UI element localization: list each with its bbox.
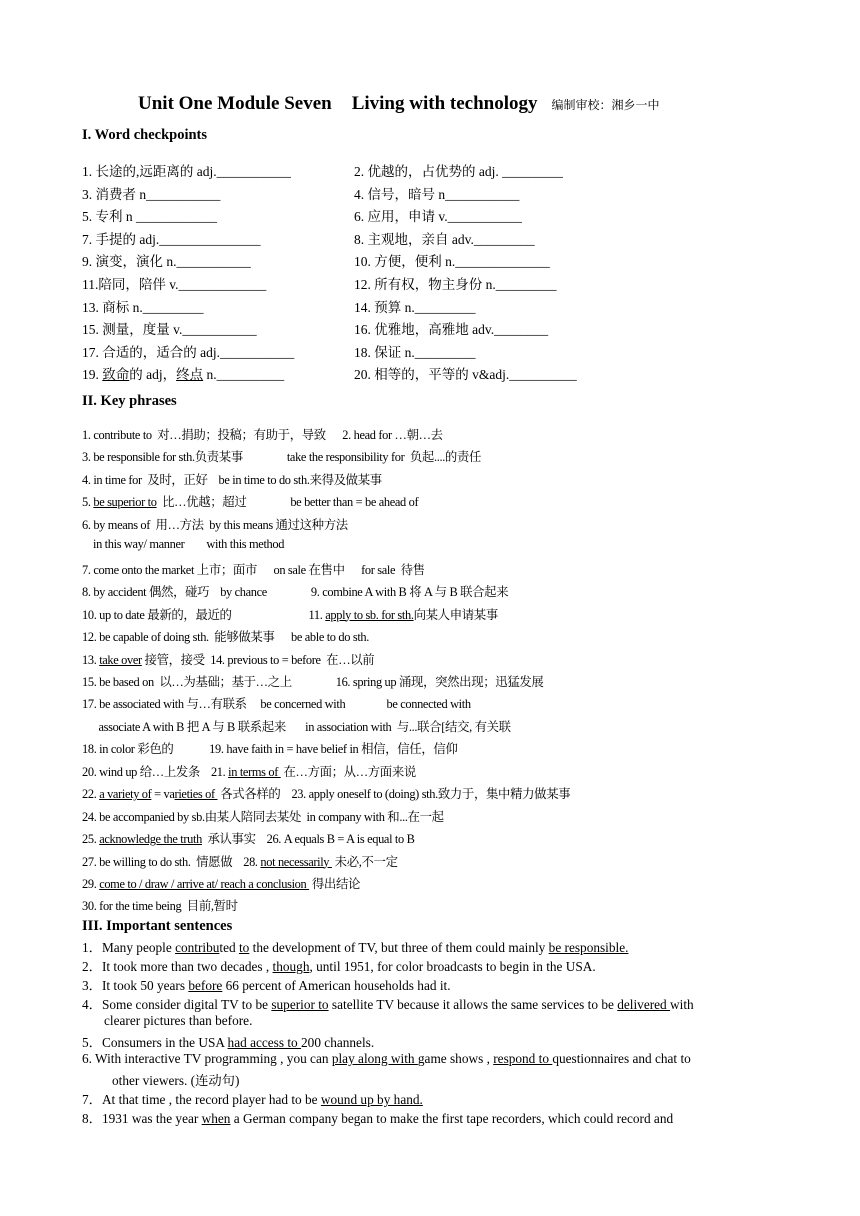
key-phrase-segment: 5. <box>82 495 94 510</box>
key-phrase-segment: a variety of <box>99 787 152 802</box>
key-phrase-segment: acknowledge the truth <box>99 832 202 847</box>
key-phrase-segment: 承认事实 26. A equals B = A is equal to B <box>201 832 415 847</box>
sentence-segment: 2．It took more than two decades , <box>82 959 273 974</box>
key-phrase-line <box>82 874 360 892</box>
sentence-segment: a German company began to make the first tape recorders, which could record and <box>230 1111 674 1126</box>
key-phrase-segment: 18. in color 彩色的 19. have faith in = have belief in 相信，信任，信仰 <box>82 742 458 757</box>
key-phrase-segment: 7. come onto the market 上市；面市 on sale 在售中 for sale 待售 <box>82 562 425 577</box>
key-phrase-segment: 向某人申请某事 <box>413 607 498 622</box>
key-phrase-line <box>82 492 418 510</box>
sentence-segment: 8．1931 was the year <box>82 1111 202 1126</box>
section-heading-word-checkpoints: I. Word checkpoints <box>82 127 208 143</box>
key-phrase-segment: 15. be based on 以…为基础；基于…之上 16. spring up 涌现，突然出现；迅猛发展 <box>82 674 544 689</box>
key-phrase-segment: 4. in time for 及时，正好 be in time to do sth.来得及做某事 <box>82 472 382 487</box>
word-checkpoint-item: 15. 测量，度量 v.___________ <box>82 322 257 338</box>
key-phrase-line <box>82 694 471 712</box>
key-phrase-segment: 各式各样的 23. apply oneself to (doing) sth.致力于，集中精力做某事 <box>217 787 571 802</box>
key-phrase-line <box>82 829 415 847</box>
key-phrase-line <box>82 447 481 465</box>
key-phrase-line <box>82 582 508 600</box>
key-phrase-line <box>82 717 511 735</box>
key-phrase-segment: 29. <box>82 877 100 891</box>
word-checkpoint-item: 7. 手提的 adj._______________ <box>82 231 261 247</box>
sentence-line <box>82 1051 691 1067</box>
word-checkpoint-item: 20. 相等的，平等的 v&adj.__________ <box>354 367 577 383</box>
sentence-segment: had access to <box>227 1035 302 1050</box>
key-phrase-line <box>82 425 443 443</box>
sentence-segment: 4．Some consider digital TV to be <box>82 997 272 1012</box>
key-phrase-segment: rieties of <box>174 787 218 802</box>
key-phrase-segment: 22. <box>82 787 100 802</box>
sentence-segment: 66 percent of American households had it. <box>222 978 451 993</box>
sentence-line <box>82 975 451 994</box>
unit-title: Unit One Module Seven <box>138 93 332 114</box>
word-checkpoint-item: 5. 专利 n ____________ <box>82 209 217 225</box>
word-checkpoint-item: 10. 方便，便利 n.______________ <box>354 254 550 270</box>
unit-subtitle: Living with technology <box>351 93 538 114</box>
key-phrase-segment: 27. be willing to do sth. 情愿做 28. <box>82 854 261 869</box>
sentence-segment: superior to <box>271 997 329 1012</box>
key-phrase-segment: 3. be responsible for sth.负责某事 take the responsibility for 负起....的责任 <box>82 450 482 465</box>
sentence-line <box>112 1070 239 1089</box>
sentence-line <box>82 1089 423 1108</box>
sentence-segment: contribu <box>175 940 220 955</box>
key-phrase-segment: 12. be capable of doing sth. 能够做某事 be able to do sth. <box>82 630 369 645</box>
sentence-line <box>82 956 596 975</box>
sentence-segment: before <box>188 978 223 993</box>
key-phrase-line <box>82 537 284 552</box>
sentence-segment: questionnaires and chat to <box>552 1051 691 1066</box>
key-phrase-line <box>82 515 348 533</box>
sentence-segment: when <box>201 1111 231 1126</box>
item19-part: 致命 <box>102 367 130 383</box>
item19-part: 终点 <box>176 367 204 383</box>
sentence-segment: 7．At that time , the record player had to be <box>82 1092 321 1107</box>
sentence-segment: be responsible. <box>548 940 629 955</box>
key-phrase-segment: in this way/ manner with this method <box>82 537 285 552</box>
key-phrase-segment: 30. for the time being 目前,暂时 <box>82 899 238 914</box>
sentence-segment: , until 1951, for color broadcasts to begin in the USA. <box>309 959 596 974</box>
word-checkpoint-item: 17. 合适的，适合的 adj.___________ <box>82 344 295 360</box>
key-phrase-line <box>82 605 498 623</box>
key-phrase-segment: 接管，接受 14. previous to = before 在…以前 <box>141 652 375 667</box>
key-phrase-line <box>82 762 416 780</box>
key-phrase-segment: apply to sb. for sth. <box>325 607 414 622</box>
section-heading-key-phrases: II. Key phrases <box>82 393 177 409</box>
sentence-segment: ted <box>219 940 239 955</box>
key-phrase-segment: come to / draw / arrive at/ reach a conclusion <box>99 877 310 891</box>
sentence-segment: the development of TV, but three of them could mainly <box>249 940 549 955</box>
item19-part: n.__________ <box>203 367 285 383</box>
word-checkpoint-item: 6. 应用，申请 v.___________ <box>354 209 522 225</box>
title-row <box>138 93 660 115</box>
key-phrase-line <box>82 807 444 825</box>
key-phrase-segment: 比…优越；超过 be better than = be ahead of <box>156 495 419 510</box>
key-phrase-segment: not necessarily <box>260 854 332 869</box>
sentence-segment: 1．Many people <box>82 940 176 955</box>
word-checkpoint-item: 2. 优越的，占优势的 adj. _________ <box>354 164 563 179</box>
key-phrase-line <box>82 784 570 802</box>
sentence-segment: 6. With interactive TV programming , you can <box>82 1051 332 1066</box>
sentence-line <box>82 1032 374 1051</box>
key-phrase-segment: 24. be accompanied by sb.由某人陪同去某处 in company with 和...在一起 <box>82 809 444 824</box>
word-checkpoint-item: 12. 所有权，物主身份 n._________ <box>354 277 557 292</box>
word-checkpoint-item: 14. 预算 n._________ <box>354 299 476 315</box>
key-phrase-line <box>82 650 374 668</box>
sentence-line <box>82 994 694 1013</box>
key-phrase-line <box>82 672 543 690</box>
word-checkpoint-item: 3. 消费者 n___________ <box>82 186 221 202</box>
word-checkpoint-item: 16. 优雅地，高雅地 adv.________ <box>354 322 549 338</box>
sentence-line <box>82 1108 673 1127</box>
key-phrase-segment: = va <box>151 787 175 802</box>
sentence-segment: play along with <box>331 1051 418 1066</box>
sentence-line <box>82 937 628 956</box>
sentence-segment: to <box>238 940 250 955</box>
key-phrase-line <box>82 739 457 757</box>
key-phrase-segment: be superior to <box>93 495 157 510</box>
word-checkpoint-item: 13. 商标 n._________ <box>82 299 204 315</box>
key-phrase-line <box>82 896 238 914</box>
key-phrase-segment: take over <box>99 652 142 667</box>
item19-part: 的 adj， <box>129 367 177 383</box>
key-phrase-segment: 得出结论 <box>309 877 361 891</box>
key-phrase-segment: 17. be associated with 与…有联系 be concerned with be connected with <box>82 697 471 712</box>
word-checkpoint-item: 8. 主观地，亲自 adv._________ <box>354 231 535 247</box>
sentence-line <box>104 1013 252 1029</box>
key-phrase-segment: 未必,不一定 <box>331 854 398 869</box>
word-checkpoint-item: 9. 演变，演化 n.___________ <box>82 254 251 270</box>
sentence-segment: respond to <box>493 1051 553 1066</box>
key-phrase-segment: associate A with B 把 A 与 B 联系起来 in association with 与...联合[结交, 有关联 <box>82 719 511 734</box>
key-phrase-segment: 10. up to date 最新的，最近的 11. <box>82 607 326 622</box>
word-checkpoint-item: 18. 保证 n._________ <box>354 344 476 360</box>
sentence-segment: delivered <box>617 997 671 1012</box>
sentence-segment: clearer pictures than before. <box>104 1013 253 1028</box>
sentence-segment: satellite TV because it allows the same services to be <box>328 997 618 1012</box>
word-checkpoint-item: 4. 信号，暗号 n___________ <box>354 186 520 202</box>
sentence-segment: game shows , <box>417 1051 494 1066</box>
school-credit: 编制审校：湘乡一中 <box>551 98 660 112</box>
sentence-segment: 3．It took 50 years <box>82 978 189 993</box>
key-phrase-line <box>82 852 398 870</box>
sentence-segment: 5．Consumers in the USA <box>82 1035 228 1050</box>
section-heading-important-sentences: III. Important sentences <box>82 918 233 934</box>
key-phrase-segment: 6. by means of 用…方法 by this means 通过这种方法 <box>82 517 348 532</box>
key-phrase-segment: in terms of <box>228 764 281 779</box>
key-phrase-segment: 25. <box>82 832 100 847</box>
key-phrase-segment: 1. contribute to 对…捐助；投稿；有助于，导致 2. head for …朝…去 <box>82 428 443 442</box>
key-phrase-segment: 20. wind up 给…上发条 21. <box>82 764 229 779</box>
sentence-segment: with <box>670 997 694 1012</box>
word-checkpoint-item: 19. 致命的 adj，终点 n.__________ <box>82 367 285 383</box>
sentence-segment: wound up by hand. <box>320 1092 423 1107</box>
sentence-segment: other viewers. (连动句) <box>112 1073 240 1088</box>
key-phrase-line <box>82 560 425 578</box>
sentence-segment: though <box>272 959 310 974</box>
word-checkpoint-item: 11.陪同，陪伴 v._____________ <box>82 277 267 292</box>
word-checkpoint-item: 1. 长途的,远距离的 adj.___________ <box>82 164 291 179</box>
key-phrase-segment: 8. by accident 偶然，碰巧 by chance 9. combine A with B 将 A 与 B 联合起来 <box>82 585 509 600</box>
sentence-segment: 200 channels. <box>301 1035 375 1050</box>
key-phrase-line <box>82 470 382 488</box>
key-phrase-segment: 13. <box>82 652 100 667</box>
key-phrase-segment: 在…方面；从…方面来说 <box>280 764 416 779</box>
key-phrase-line <box>82 627 369 645</box>
